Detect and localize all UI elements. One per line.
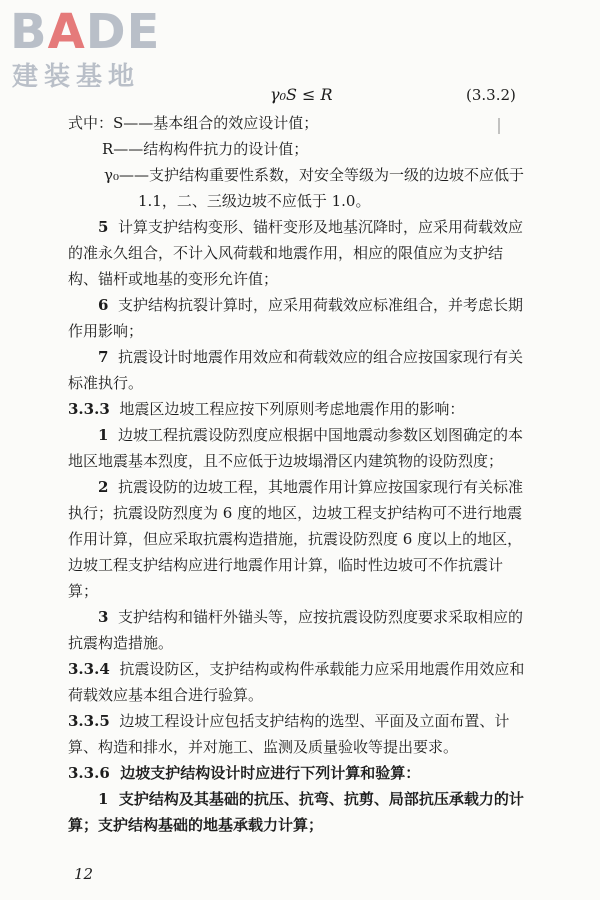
page-number: 12 [74, 865, 94, 883]
list-item: 3 支护结构和锚杆外锚头等，应按抗震设防烈度要求采取相应的抗震构造措施。 [68, 608, 523, 652]
logo-accent-letter: A [47, 4, 86, 60]
logo-subtitle: 建装基地 [12, 62, 141, 92]
section-3-3-3: 3.3.3 地震区边坡工程应按下列原则考虑地震作用的影响： [68, 400, 465, 418]
logo-wordmark: BADE [10, 4, 161, 60]
definitions-intro: 式中：S——基本组合的效应设计值； [68, 114, 319, 132]
page-body [68, 110, 528, 838]
formula-expression: γ₀S ≤ R [270, 85, 333, 104]
list-item: 1 支护结构及其基础的抗压、抗弯、抗剪、局部抗压承载力的计算；支护结构基础的地基承载力计算； [68, 790, 524, 834]
section-3-3-6: 3.3.6 边坡支护结构设计时应进行下列计算和验算： [68, 764, 421, 782]
list-item: 5 计算支护结构变形、锚杆变形及地基沉降时，应采用荷载效应的准永久组合，不计入风荷载和地震作用，相应的限值应为支护结构、锚杆或地基的变形允许值； [68, 218, 523, 288]
list-item: 2 抗震设防的边坡工程，其地震作用计算应按国家现行有关标准执行；抗震设防烈度为 6 度的地区，边坡工程支护结构可不进行地震作用计算，但应采取抗震构造措施，抗震设防烈度 6 度以上的地区，边坡工程支护结构应进行地震作用计算，临时性边坡可不作抗震计算； [68, 478, 523, 600]
list-item: 1 边坡工程抗震设防烈度应根据中国地震动参数区划图确定的本地区地震基本烈度，且不应低于边坡塌滑区内建筑物的设防烈度； [68, 426, 523, 470]
list-item: 7 抗震设计时地震作用效应和荷载效应的组合应按国家现行有关标准执行。 [68, 348, 523, 392]
formula-number: (3.3.2) [466, 86, 516, 104]
definition-gamma: γ₀——支护结构重要性系数，对安全等级为一级的边坡不应低于 1.1，二、三级边坡不应低于 1.0。 [104, 166, 524, 210]
section-3-3-5: 3.3.5 边坡工程设计应包括支护结构的选型、平面及立面布置、计算、构造和排水，并对施工、监测及质量验收等提出要求。 [68, 712, 510, 756]
list-item: 6 支护结构抗裂计算时，应采用荷载效应标准组合，并考虑长期作用影响； [68, 296, 523, 340]
section-3-3-4: 3.3.4 抗震设防区，支护结构或构件承载能力应采用地震作用效应和荷载效应基本组合进行验算。 [68, 660, 525, 704]
bade-logo [10, 6, 180, 96]
definition-r: R——结构构件抗力的设计值； [102, 140, 309, 158]
